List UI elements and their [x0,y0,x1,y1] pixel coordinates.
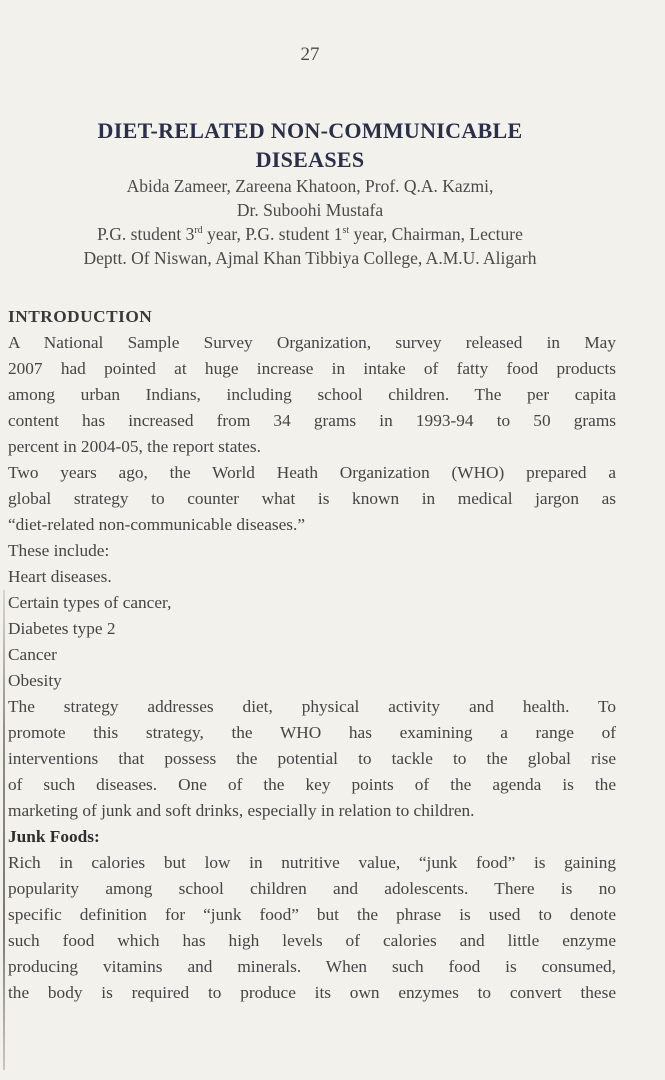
text-line: content has increased from 34 grams in 1993-94 to 50 grams [8,411,616,430]
affiliation-part-2: year, P.G. student 1 [202,224,343,244]
list-item: Diabetes type 2 [8,619,116,638]
affiliation-line-2: Deptt. Of Niswan, Ajmal Khan Tibbiya College, A.M.U. Aligarh [83,248,537,268]
text-line: such food which has high levels of calories and little enzyme [8,931,616,950]
page-number: 27 [300,44,320,65]
affiliation-line-1 [0,222,620,246]
introduction-paragraph-3 [8,694,616,824]
text-line: global strategy to counter what is known in medical jargon as [8,489,616,508]
authors-line-1: Abida Zameer, Zareena Khatoon, Prof. Q.A. Kazmi, [126,176,494,196]
introduction-paragraph-1 [8,330,616,460]
affiliation-part-1: P.G. student 3 [97,224,195,244]
article-title [0,116,620,174]
text-line: producing vitamins and minerals. When such food is consumed, [8,957,616,976]
text-line: among urban Indians, including school children. The per capita [8,385,616,404]
introduction-heading: INTRODUCTION [8,307,153,326]
list-item: Heart diseases. [8,567,112,586]
list-item: Obesity [8,671,62,690]
affiliation-part-3: year, Chairman, Lecture [349,224,523,244]
text-line: popularity among school children and adolescents. There is no [8,879,616,898]
text-line: of such diseases. One of the key points of the agenda is the [8,775,616,794]
affiliation-sup-1: rd [194,225,203,237]
text-line: marketing of junk and soft drinks, especially in relation to children. [8,801,475,820]
text-line: the body is required to produce its own enzymes to convert these [8,983,616,1002]
list-intro: These include: [8,541,110,560]
text-line: specific definition for “junk food” but the phrase is used to denote [8,905,616,924]
title-line-1: DIET-RELATED NON-COMMUNICABLE [97,118,523,143]
text-line: A National Sample Survey Organization, survey released in May [8,333,616,352]
text-line: 2007 had pointed at huge increase in intake of fatty food products [8,359,616,378]
list-item: Certain types of cancer, [8,593,172,612]
text-line: “diet-related non-communicable diseases.” [8,515,306,534]
affiliation-sup-2: st [342,225,350,237]
text-line: The strategy addresses diet, physical activity and health. To [8,697,616,716]
article-body [8,304,616,1006]
list-item: Cancer [8,645,57,664]
title-line-2: DISEASES [255,147,365,172]
text-line: Two years ago, the World Heath Organization (WHO) prepared a [8,463,616,482]
byline [0,174,620,270]
text-line: Rich in calories but low in nutritive value, “junk food” is gaining [8,853,616,872]
junk-foods-paragraph [8,850,616,1006]
text-line: percent in 2004-05, the report states. [8,437,261,456]
authors-line-2: Dr. Suboohi Mustafa [236,200,384,220]
introduction-paragraph-2 [8,460,616,538]
junk-foods-heading: Junk Foods: [8,827,100,846]
text-line: promote this strategy, the WHO has examining a range of [8,723,616,742]
page-binding-edge [3,590,5,1070]
text-line: interventions that possess the potential to tackle to the global rise [8,749,616,768]
